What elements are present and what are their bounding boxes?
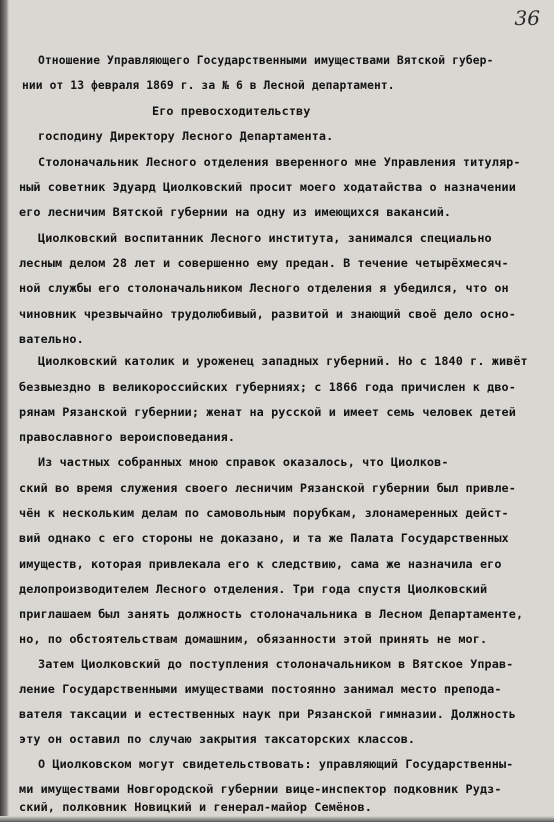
page-number: 36	[514, 6, 540, 30]
text-line: лесным делом 28 лет и совершенно ему предан. В течение четырёхмесяч-	[19, 256, 509, 270]
text-line: эту он оставил по случаю закрытия таксаторских классов.	[19, 732, 416, 746]
text-line: вателя таксации и естественных наук при Рязанской гимназии. Должность	[19, 707, 516, 721]
text-line: но, по обстоятельствам домашним, обязанности этой принять не мог.	[19, 632, 488, 646]
text-line: ми имуществами Новгородской губернии вице-инспектор подковник Рудз-	[19, 782, 502, 796]
text-line: Затем Циолковский до поступления столоначальником в Вятское Управ-	[38, 657, 514, 671]
text-line: имуществ, которая привлекала его к следствию, сама же назначила его	[19, 557, 502, 571]
text-line: чиновник чрезвычайно трудолюбивый, развитой и знающий своё дело осно-	[19, 307, 516, 321]
text-line: ной службы его столоначальником Лесного отделения я убедился, что он	[19, 281, 509, 295]
text-line: ский во время служения своего лесничим Рязанской губернии был привле-	[19, 481, 516, 495]
text-line: безвыездно в великороссийских губерниях; с 1866 года причислен к дво-	[19, 380, 516, 394]
text-line: Из частных собранных мною справок оказалось, что Циолков-	[38, 455, 449, 469]
text-line: приглашаем был занять должность столоначальника в Лесном Департаменте,	[19, 607, 524, 621]
text-line: ление Государственными имуществами постоянно занимал место препода-	[19, 682, 502, 696]
heading-line: нии от 13 февраля 1869 г. за № 6 в Лесной департамент.	[22, 79, 395, 92]
heading-line: Отношение Управляющего Государственными имуществами Вятской губер-	[38, 54, 494, 67]
text-line: рянам Рязанской губернии; женат на русской и имеет семь человек детей	[19, 405, 516, 419]
text-line: ский, полковник Новицкий и генерал-майор Семёнов.	[19, 800, 372, 814]
page-bottom-edge	[0, 816, 554, 822]
text-line: делопроизводителем Лесного отделения. Три года спустя Циолковский	[19, 582, 488, 596]
page-left-edge	[0, 0, 9, 822]
addressee-line: Его превосходительству	[152, 104, 311, 118]
text-line: Циолковский воспитанник Лесного института, занимался специально	[38, 231, 492, 245]
text-line: Циолковский католик и уроженец западных губерний. Но с 1840 г. живёт	[38, 354, 528, 368]
text-line: Столоначальник Лесного отделения вверенного мне Управления титуляр-	[38, 155, 521, 169]
text-line: О Циолковском могут свидетельствовать: управляющий Государственны-	[38, 757, 514, 771]
text-line: вий однако с его стороны не доказано, и та же Палата Государственных	[19, 531, 509, 545]
text-line: вательно.	[19, 332, 84, 346]
text-line: чён к нескольким делам по самовольным порубкам, злонамеренных дейст-	[19, 506, 509, 520]
addressee-line: господину Директору Лесного Департамента.	[38, 129, 334, 143]
text-line: ный советник Эдуард Циолковский просит моего ходатайства о назначении	[19, 180, 516, 194]
text-line: его лесничим Вятской губернии на одну из имеющихся вакансий.	[19, 205, 452, 219]
text-line: православного вероисповедания.	[19, 430, 236, 444]
